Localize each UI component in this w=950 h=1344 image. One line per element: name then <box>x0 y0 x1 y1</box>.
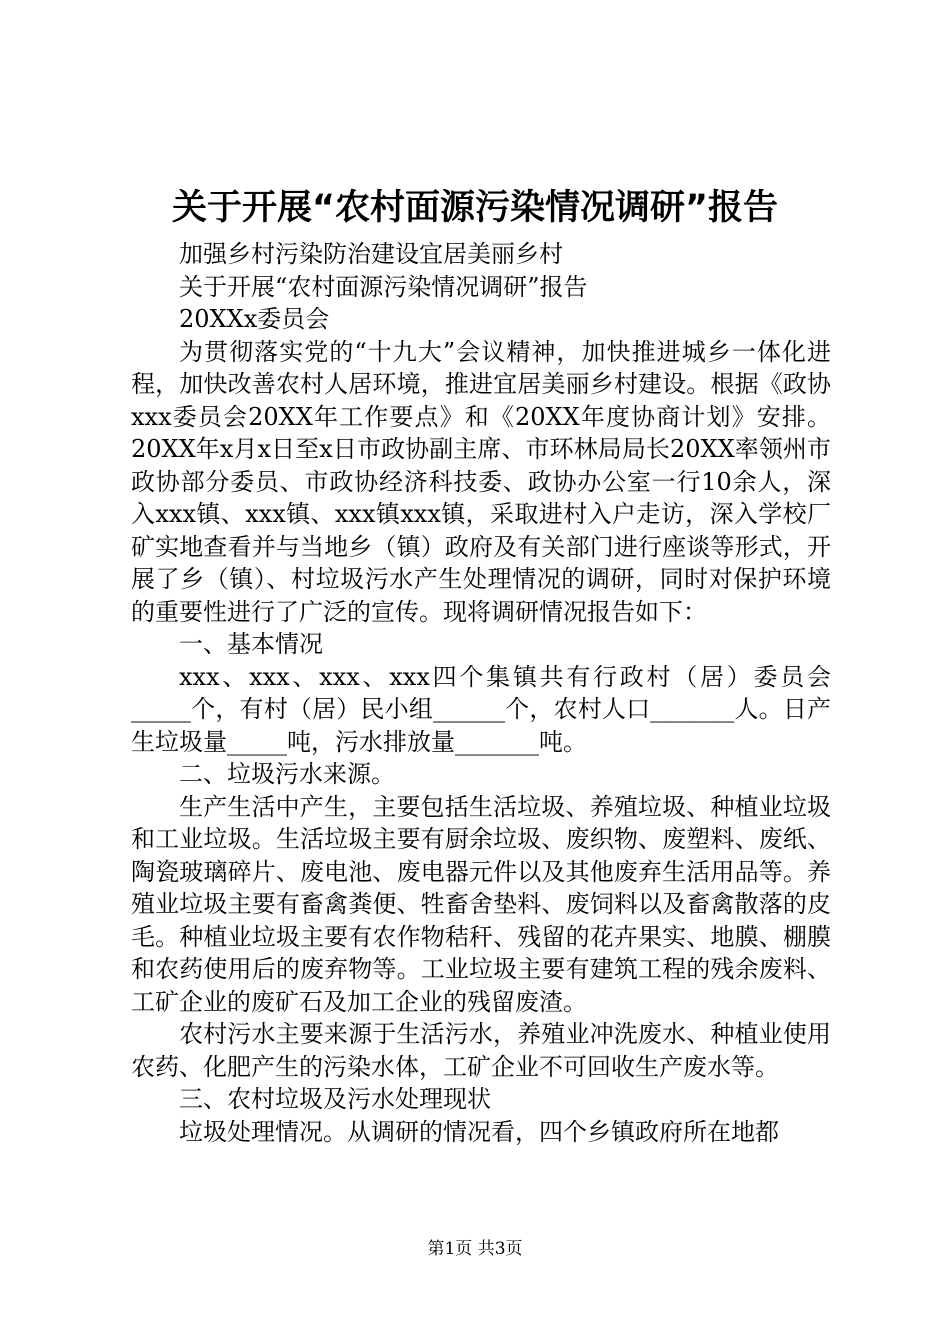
document-title: 关于开展“农村面源污染情况调研”报告 <box>171 188 778 228</box>
paragraph-waste-sources: 生产生活中产生，主要包括生活垃圾、养殖垃圾、种植业垃圾和工业垃圾。生活垃圾主要有厨余垃圾、废织物、废塑料、废纸、陶瓷玻璃碎片、废电池、废电器元件以及其他废弃生活用品等。养殖业垃圾主要有畜禽粪便、牲畜舍垫料、废饲料以及畜禽散落的皮毛。种植业垃圾主要有农作物秸秆、残留的花卉果实、地膜、棚膜和农药使用后的废弃物等。工业垃圾主要有建筑工程的残余废料、工矿企业的废矿石及加工企业的残留废渣。 <box>131 792 831 1016</box>
section-heading-sources: 二、垃圾污水来源。 <box>179 760 395 788</box>
subtitle-line: 加强乡村污染防治建设宜居美丽乡村 <box>179 240 563 268</box>
subtitle-line: 关于开展“农村面源污染情况调研”报告 <box>179 272 588 301</box>
paragraph-sewage-sources: 农村污水主要来源于生活污水，养殖业冲洗废水、种植业使用农药、化肥产生的污染水体，工矿企业不可回收生产废水等。 <box>131 1020 831 1081</box>
page-number: 第1页 共3页 <box>427 1239 523 1259</box>
paragraph-basic: xxx、xxx、xxx、xxx四个集镇共有行政村（居）委员会_____个，有村（居）民小组______个，农村人口_______人。日产生垃圾量_____吨，污水排放量_______吨。 <box>131 662 831 756</box>
issuer-line: 20XXx委员会 <box>179 305 330 333</box>
section-heading-basic: 一、基本情况 <box>179 630 323 658</box>
paragraph-waste-handling: 垃圾处理情况。从调研的情况看，四个乡镇政府所在地都 <box>179 1117 779 1146</box>
paragraph-intro: 为贯彻落实党的“十九大”会议精神，加快推进城乡一体化进程，加快改善农村人居环境，推进宜居美丽乡村建设。根据《政协xxx委员会20XX年工作要点》和《20XX年度协商计划》安排。20XX年x月x日至x日市政协副主席、市环林局局长20XX率领州市政协部分委员、市政协经济科技委、政协办公室一行10余人，深入xxx镇、xxx镇、xxx镇xxx镇，采取进村入户走访，深入学校厂矿实地查看并与当地乡（镇）政府及有关部门进行座谈等形式，开展了乡（镇）、村垃圾污水产生处理情况的调研，同时对保护环境的重要性进行了广泛的宣传。现将调研情况报告如下： <box>131 337 831 626</box>
section-heading-status: 三、农村垃圾及污水处理现状 <box>179 1085 491 1113</box>
document-body <box>131 238 831 1148</box>
